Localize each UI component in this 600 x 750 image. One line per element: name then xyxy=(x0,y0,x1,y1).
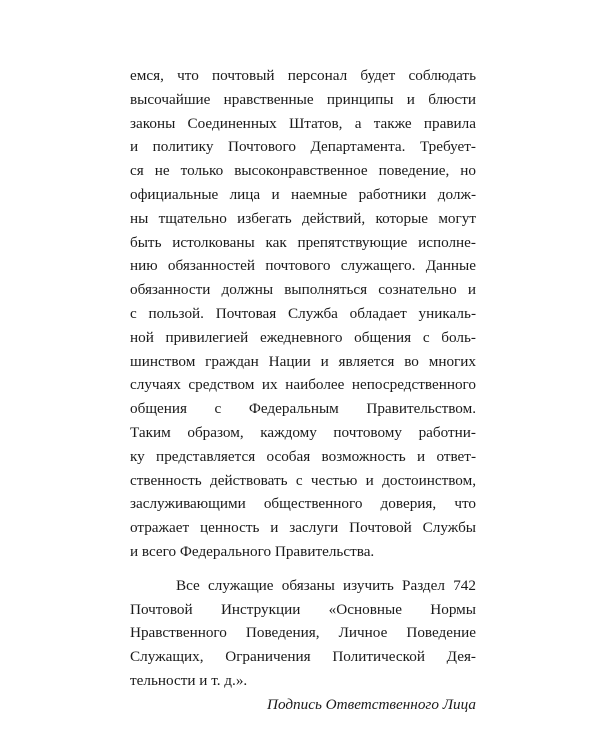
text-line: и политику Почтового Департамента. Требует- xyxy=(130,138,476,156)
text-line: Таким образом, каждому почтовому работни- xyxy=(130,423,476,441)
text-line: Все служащие обязаны изучить Раздел 742 xyxy=(176,576,476,594)
text-line: отражает ценность и заслуги Почтовой Службы xyxy=(130,519,476,537)
text-line: законы Соединенных Штатов, а также правила xyxy=(130,114,476,132)
text-line: емся, что почтовый персонал будет соблюдать xyxy=(130,67,476,84)
text-line: и всего Федерального Правительства. xyxy=(130,542,375,560)
paragraph-2 xyxy=(130,574,476,693)
text-line: ку представляется особая возможность и ответ- xyxy=(130,447,476,465)
text-line: заслуживающими общественного доверия, что xyxy=(130,495,476,513)
text-line: тельности и т. д.». xyxy=(130,671,248,689)
text-line: официальные лица и наемные работники долж- xyxy=(130,185,476,203)
text-line: Почтовой Инструкции «Основные Нормы xyxy=(130,600,476,618)
text-line: ственность действовать с честью и достоинством, xyxy=(130,471,476,489)
body-text xyxy=(130,64,476,717)
text-line: обязанности должны выполняться сознательно и xyxy=(130,281,476,299)
paragraph-1 xyxy=(130,64,476,564)
text-line: высочайшие нравственные принципы и блюсти xyxy=(130,90,476,108)
text-line: случаях средством их наиболее непосредственного xyxy=(130,376,476,394)
text-line: Нравственного Поведения, Личное Поведение xyxy=(130,624,476,642)
text-line: ной привилегией ежедневного общения с боль- xyxy=(130,328,476,346)
text-line: шинством граждан Нации и является во многих xyxy=(130,352,476,370)
text-line: общения с Федеральным Правительством. xyxy=(130,400,476,418)
text-line: ся не только высоконравственное поведение, но xyxy=(130,162,476,180)
paragraph-spacer xyxy=(130,564,476,574)
text-line: с пользой. Почтовая Служба обладает уникаль- xyxy=(130,304,476,322)
text-line: нию обязанностей почтового служащего. Данные xyxy=(130,257,476,275)
text-line: Служащих, Ограничения Политической Дея- xyxy=(130,648,476,666)
signature-line: Подпись Ответственного Лица xyxy=(267,695,476,713)
text-line: ны тщательно избегать действий, которые могут xyxy=(130,209,476,227)
text-line: быть истолкованы как препятствующие исполне- xyxy=(130,233,476,251)
